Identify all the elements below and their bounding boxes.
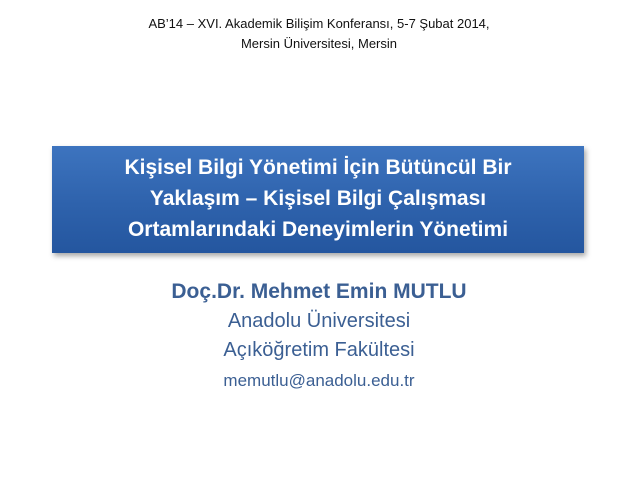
author-faculty: Açıköğretim Fakültesi bbox=[223, 339, 415, 361]
author-email: memutlu@anadolu.edu.tr bbox=[223, 371, 415, 390]
conference-line-1: AB’14 – XVI. Akademik Bilişim Konferansı, 5-7 Şubat 2014, bbox=[148, 16, 490, 31]
title-line-2: Yaklaşım – Kişisel Bilgi Çalışması bbox=[149, 187, 487, 210]
title-banner bbox=[52, 146, 584, 253]
author-block bbox=[0, 277, 638, 395]
author-name: Doç.Dr. Mehmet Emin MUTLU bbox=[171, 280, 467, 303]
title-line-3: Ortamlarındaki Deneyimlerin Yönetimi bbox=[127, 218, 509, 241]
slide-title bbox=[52, 152, 584, 245]
conference-info bbox=[0, 14, 638, 54]
author-university: Anadolu Üniversitesi bbox=[227, 310, 411, 332]
conference-line-2: Mersin Üniversitesi, Mersin bbox=[240, 36, 398, 51]
title-line-1: Kişisel Bilgi Yönetimi İçin Bütüncül Bir bbox=[124, 156, 512, 179]
